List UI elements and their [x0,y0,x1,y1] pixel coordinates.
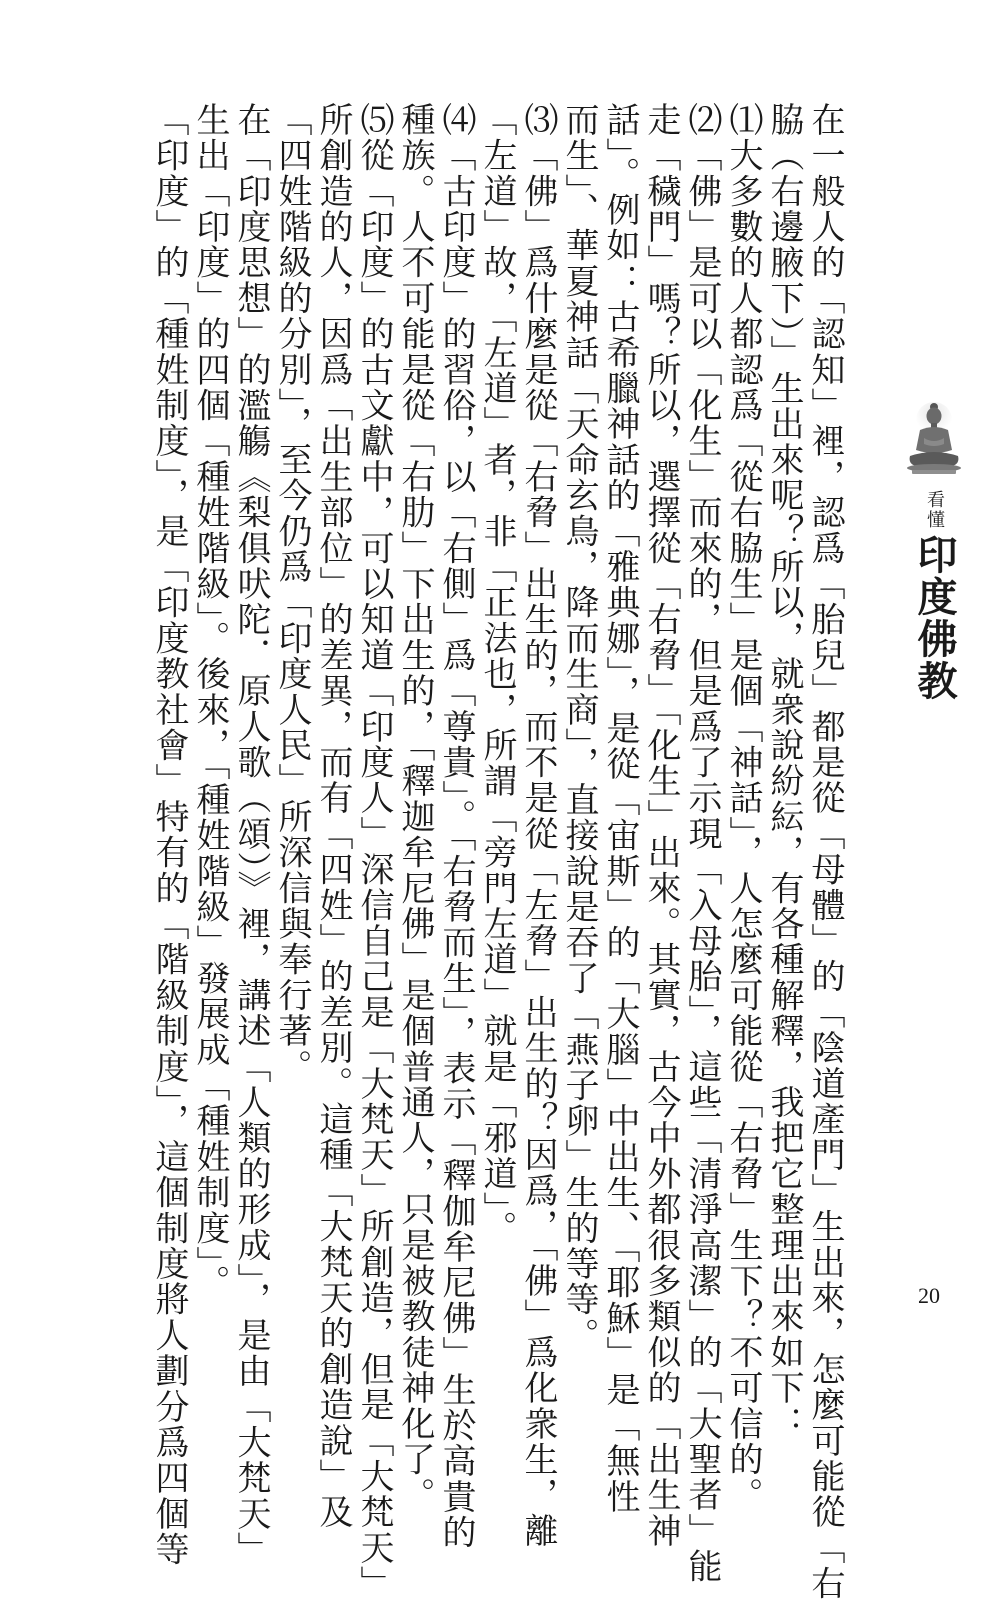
text-column-8: ⑶「佛」爲什麼是從「右脅」出生的，而不是從「左脅」出生的？因爲，「佛」爲化衆生，離 [518,102,558,1549]
text-column-9: 「左道」故，「左道」者，非「正法也，所謂「旁門左道」就是「邪道」。 [477,102,517,1247]
text-column-5: 走「穢門」嗎？所以，選擇從「右脅」「化生」出來。其實，古今中外都很多類似的「出生神 [641,102,681,1549]
series-label: 看懂 [924,490,945,530]
page-number: 20 [918,1283,940,1308]
text-column-3: ⑴大多數的人都認爲「從右脇生」是個「神話」，人怎麼可能從「右脅」生下？不可信的。 [723,102,763,1513]
text-column-17: 「印度」的「種姓制度」，是「印度教社會」特有的「階級制度」，這個制度將人劃分爲四個等 [149,102,189,1568]
text-column-11: 種族。人不可能是從「右肋」下出生的，「釋迦牟尼佛」是個普通人，只是被教徒神化了。 [395,102,435,1513]
text-column-12: ⑸從「印度」的古文獻中，可以知道「印度人」深信自己是「大梵天」所創造，但是「大梵天」 [354,102,394,1601]
seated-buddha-icon [902,398,966,478]
text-column-15: 在「印度思想」的濫觴《梨俱吠陀．原人歌（頌）》裡，講述「人類的形成」，是由「大梵天」 [231,102,271,1568]
book-title: 印度佛教 [911,534,958,702]
text-column-7: 而生」、華夏神話「天命玄鳥，降而生商」，直接說是吞了「燕子卵」生的等等。 [559,102,599,1354]
text-column-2: 脇（右邊腋下）」生出來呢？所以，就衆說紛紜，有各種解釋，我把它整理出來如下： [764,102,804,1442]
text-column-10: ⑷「古印度」的習俗，以「右側」爲「尊貴」。「右脅而生」，表示「釋伽牟尼佛」生於高貴的 [436,102,476,1551]
text-column-6: 話」。例如：古希臘神話的「雅典娜」，是從「宙斯」的「大腦」中出生、「耶穌」是「無性 [600,102,640,1515]
text-column-13: 所創造的人，因爲「出生部位」的差異，而有「四姓」的差別。這種「大梵天的創造說」及 [313,102,353,1530]
running-header [900,398,968,702]
text-column-1: 在一般人的「認知」裡，認爲「胎兒」都是從「母體」的「陰道產門」生出來，怎麼可能從「右 [805,102,845,1601]
text-column-4: ⑵「佛」是可以「化生」而來的，但是爲了示現「入母胎」，這些「清淨高潔」的「大聖者」能 [682,102,722,1585]
text-column-14: 「四姓階級的分別」，至今仍爲「印度人民」所深信與奉行著。 [272,102,312,1085]
body-text [149,102,845,1601]
text-column-16: 生出「印度」的四個「種姓階級」。後來，「種姓階級」發展成「種姓制度」。 [190,102,230,1301]
